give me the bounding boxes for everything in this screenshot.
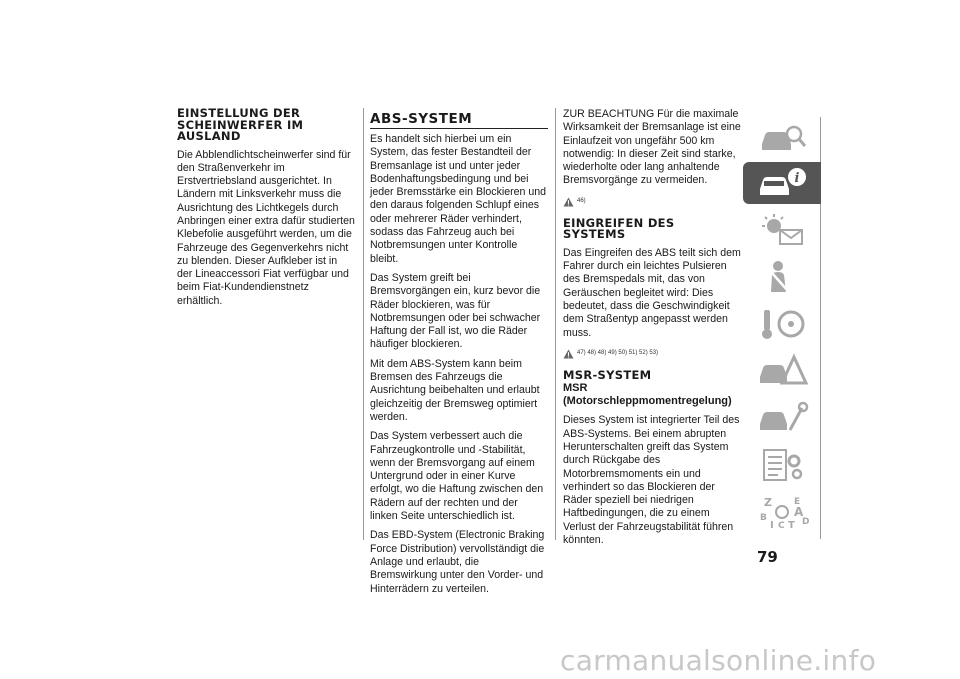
warning-triangle-icon — [563, 349, 574, 359]
watermark: carmanualsonline.info — [560, 644, 877, 677]
car-search-icon — [754, 120, 810, 156]
column-right — [563, 108, 741, 553]
subheading-msr: MSR (Motorschleppmomentregelung) — [563, 382, 732, 408]
specs-gears-icon — [754, 447, 810, 483]
page-number: 79 — [757, 548, 778, 566]
warning-reference-numbers: 46) — [577, 198, 586, 205]
warning-reference-numbers: 47) 48) 48) 49) 50) 51) 52) 53) — [577, 350, 659, 357]
column-divider — [363, 108, 364, 540]
paragraph: Das System verbessert auch die Fahrzeugkontrolle und -Stabilität, wenn der Bremsvorgang auf einem Untergrund oder in einer Kurve erfolgt, wo die Haftung zwischen den Rädern auf der rechten und der linken Seite unterschiedlich ist. — [370, 430, 544, 523]
svg-text:E: E — [794, 497, 801, 507]
column-divider — [555, 108, 556, 540]
warning-triangle-icon — [563, 197, 574, 207]
column-left — [177, 108, 355, 314]
warning-light-message-icon — [754, 212, 810, 248]
svg-text:B: B — [760, 513, 767, 523]
chapter-tab-index[interactable] — [743, 491, 821, 533]
section-heading-headlight-adjustment: EINSTELLUNG DER SCHEINWERFER IM AUSLAND — [177, 106, 304, 143]
chapter-tab-starting-driving[interactable] — [743, 303, 821, 345]
paragraph: Dieses System ist integrierter Teil des ABS-Systems. Bei einem abrupten Herunterschalten greift das System durch Rückgabe des Motorbremsmoments ein und verhindert so das Blockieren der Räder speziell bei niedrigen Haftbedingungen, die zu einem Verlust der Fahrzeugstabilität führen könnten. — [563, 414, 740, 547]
svg-text:C: C — [778, 521, 785, 530]
warning-reference — [563, 346, 741, 362]
chapter-sidebar — [743, 117, 821, 539]
chapter-tab-know-your-vehicle[interactable] — [743, 162, 821, 204]
chapter-tab-emergency[interactable] — [743, 350, 821, 392]
car-wrench-icon — [754, 400, 810, 436]
chapter-tab-overview[interactable] — [743, 117, 821, 159]
paragraph: Die Abblendlichtscheinwerfer sind für den Straßenverkehr im Erstvertriebsland ausgerichtet. In Ländern mit Linksverkehr muss die Ausrichtung des Lichtkegels durch Anbringen einer extra dafür studierten Klebefolie ausgeführt werden, um die Fahrzeuge des Gegenverkehrs nicht zu blenden. Dieser Aufkleber ist in der Lineaccessori Fiat verfügbar und beim Fiat-Kundendienstnetz erhältlich. — [177, 148, 355, 307]
section-heading-abs-system: ABS-SYSTEM — [370, 112, 548, 129]
warning-reference — [563, 194, 741, 210]
column-middle — [370, 112, 548, 602]
section-heading-system-intervention: EINGREIFEN DES SYSTEMS — [563, 215, 675, 242]
svg-text:I: I — [770, 520, 774, 530]
svg-text:i: i — [794, 171, 800, 186]
svg-text:D: D — [802, 517, 810, 527]
section-heading-msr-system: MSR-SYSTEM — [563, 367, 652, 382]
chapter-tab-technical-data[interactable] — [743, 444, 821, 486]
key-steering-wheel-icon — [754, 306, 810, 342]
paragraph: Mit dem ABS-System kann beim Bremsen des Fahrzeugs die Ausrichtung beibehalten und erlaubt gleichzeitig der Bremsweg optimiert werden. — [370, 357, 540, 423]
alphabetical-index-icon — [754, 494, 810, 530]
paragraph: Das Eingreifen des ABS teilt sich dem Fahrer durch ein leichtes Pulsieren des Bremspedals mit, das von Geräuschen begleitet wird: Dies bedeutet, dass die Geschwindigkeit dem Straßentyp angepasst werden muss. — [563, 246, 741, 339]
paragraph-note: ZUR BEACHTUNG Für die maximale Wirksamkeit der Bremsanlage ist eine Einlaufzeit von ungefähr 500 km notwendig: In dieser Zeit sind starke, wiederholte oder lang anhaltende Bremsvorgänge zu vermeiden. — [563, 108, 741, 187]
chapter-tab-dashboard[interactable] — [743, 209, 821, 251]
paragraph: Das EBD-System (Electronic Braking Force Distribution) vervollständigt die Anlage und erlaubt, die Bremswirkung unter den Vorder- und Hinterrädern zu verteilen. — [370, 529, 545, 595]
seatbelt-person-icon — [754, 259, 810, 295]
svg-text:T: T — [788, 520, 795, 530]
svg-text:A: A — [794, 505, 804, 519]
car-info-icon — [754, 165, 810, 201]
paragraph: Es handelt sich hierbei um ein System, das fester Bestandteil der Bremsanlage ist und unter jeder Bodenhaftungsbedingung und bei jeder Bremsstärke ein Blockieren und den daraus folgenden Schlupf eines oder mehrerer Räder verhindert, sodass das Fahrzeug auch bei Notbremsungen unter Kontrolle bleibt. — [370, 133, 547, 265]
paragraph: Das System greift bei Bremsvorgängen ein, kurz bevor die Räder blockieren, was für Notbremsungen oder bei schwacher Haftung der Fall ist, wo die Räder häufiger blockieren. — [370, 271, 541, 351]
chapter-tab-service-maintenance[interactable] — [743, 397, 821, 439]
svg-text:Z: Z — [764, 496, 772, 509]
car-warning-triangle-icon — [754, 353, 810, 389]
chapter-tab-safety[interactable] — [743, 256, 821, 298]
